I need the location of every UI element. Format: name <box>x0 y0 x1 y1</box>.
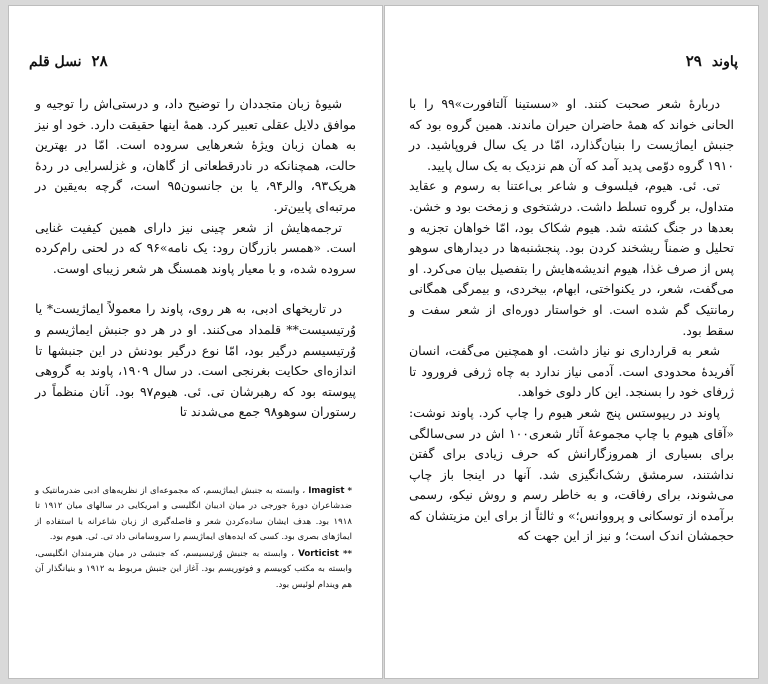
left-running-title: نسل قلم <box>29 54 82 70</box>
footnote-term: Vorticist <box>298 549 339 560</box>
footnote-text: ، وابسته به جنبش وُرتیسیسم، که جنبشی در میان هنرمندان انگلیسی، وابسته به مکتب کوبیسم و فوتوریسم بود. آغاز این جنبش مربوط به ۱۹۱۲ و بنیانگذار آن هم ویندام لوئیس بود. <box>35 549 352 590</box>
right-page <box>385 6 758 678</box>
footnotes <box>35 484 352 595</box>
left-paragraph-3: در تاریخهای ادبی، به هر روی، پاوند را معمولاً ایماژیست* یا وُرتیسیست** قلمداد می‌کنند. او در هر دو جنبش ایماژیسم و وُرتیسیسم درگیر بود، امّا نوع درگیر بودنش در این جنبشها تا اندازه‌ای حکایت بغرنجی است. در سال ۱۹۰۹، پاوند به گروهی پیوسته بود که رهبرشان تی. ئی. هیوم۹۷ بود. آنان منظماً در رستوران سوهو۹۸ جمع می‌شدند تا <box>35 301 357 420</box>
footnote-marker: ** <box>343 549 352 560</box>
left-page <box>9 6 382 678</box>
right-paragraph-2: تی. ئی. هیوم، فیلسوف و شاعر بی‌اعتنا به رسوم و عقاید متداول، بر گروه تسلط داشت. درشتخوی و زمخت بود و خشن. بعدها در جنگ کشته شد. هیوم شکاک بود، امّا خواهان تجزیه و تحلیل و ضمناً ریشخند کردن بود. پنجشنبه‌ها در دیدارهای سوهو پس از صرف غذا، هیوم اندیشه‌هایش را بتفصیل بیان می‌کرد. او می‌گفت، شعر، در یکنواختی، ابهام، بیخردی، و بیمرگی همگانی رمانتیک گم شده است. او خواستار دوره‌ای از شعر سفت و سقط بود. <box>409 178 734 338</box>
left-paragraph-2: ترجمه‌هایش از شعر چینی نیز دارای همین کیفیت غنایی است. «همسر بازرگان رود: یک نامه»۹۶ که در لحنی رام‌کرده سروده شده، و با معیار پاوند همسنگ هر شعر زیبای اوست. <box>35 219 357 276</box>
footnote-text: ، وابسته به جنبش ایماژیسم، که مجموعه‌ای از نظریه‌های ادبی ضدرمانتیک و ضدشاعران دورهٔ جورجی در میان ادیبان انگلیسی و امریکایی در سالهای میان ۱۹۱۲ تا ۱۹۱۸ بود. هدف ایشان ساده‌کردن شعر و فاصله‌گیری از زبان شاعرانه با استفاده از ایماژهای بصری بود. کسی که ایده‌های ایماژیسم را سروسامانی داد تی. ئی. هیوم بود. <box>35 486 352 542</box>
right-paragraph-1: دربارهٔ شعر صحبت کنند. او «سستینا آلتافورت»۹۹ را با الحانی خواند که همهٔ حاضران حیران ماندند. همین گروه بود که جنبش ایماژیست را بنیان‌گذارد، امّا در یک سال فروپاشید. در ۱۹۱۰ گروه دوّمی پدید آمد که آن هم نزدیک به یک سال پایید. <box>409 96 734 173</box>
right-page-header <box>686 52 738 70</box>
footnote-marker: * <box>347 486 353 496</box>
left-page-header <box>29 52 108 70</box>
right-page-number: ۲۹ <box>685 52 702 70</box>
right-running-title: پاوند <box>711 54 738 70</box>
left-paragraph-1: شیوهٔ زبان متجددان را توضیح داد، و درستی‌اش را توجیه و موافق دلایل عقلی تعبیر کرد. همهٔ اینها حقیقت دارد. خود او نیز به همان زبان ویژهٔ شعرهایی سروده است. امّا در بهترین حالت، همچنانکه در نادرقطعاتی از گاهان، و غزلسرایی در ردهٔ هریک۹۳، والر۹۴، یا بن جانسون۹۵ است، گرچه به‌یقین در مرتبه‌ای پایین‌تر. <box>35 96 356 214</box>
right-paragraph-4: پاوند در ریپوستس پنج شعر هیوم را چاپ کرد. پاوند نوشت: «آقای هیوم با چاپ مجموعهٔ آثار شعری۱۰۰ اش در سی‌سالگی برای بسیاری از همروزگارانش که حرف زیادی برای گفتن نداشتند، سرمشق رشک‌انگیزی شد. آنها در اینجا باز چاپ می‌شوند، برای رفاقت، و به خاطر رسم و روش نیکو، رسمی برآمده از توسکانی و پرووانس؛» و ثالثاً از برای این مزیتشان که حجمشان اندک است؛ و نیز از این جهت که <box>409 404 734 544</box>
footnote-vorticist <box>35 547 352 593</box>
right-page-body <box>409 94 734 547</box>
right-paragraph-3: شعر به قرارداری نو نیاز داشت. او همچنین می‌گفت، انسان آفریدهٔ محدودی است. آدمی نیاز ندارد به چاه ژرفی فرورود تا ژرفای خود را بسنجد. این کار دلوی خواهد. <box>409 343 734 400</box>
left-page-body <box>35 94 356 423</box>
footnote-imagist <box>35 484 352 545</box>
left-page-number: ۲۸ <box>91 52 108 70</box>
footnote-term: Imagist <box>308 486 345 496</box>
